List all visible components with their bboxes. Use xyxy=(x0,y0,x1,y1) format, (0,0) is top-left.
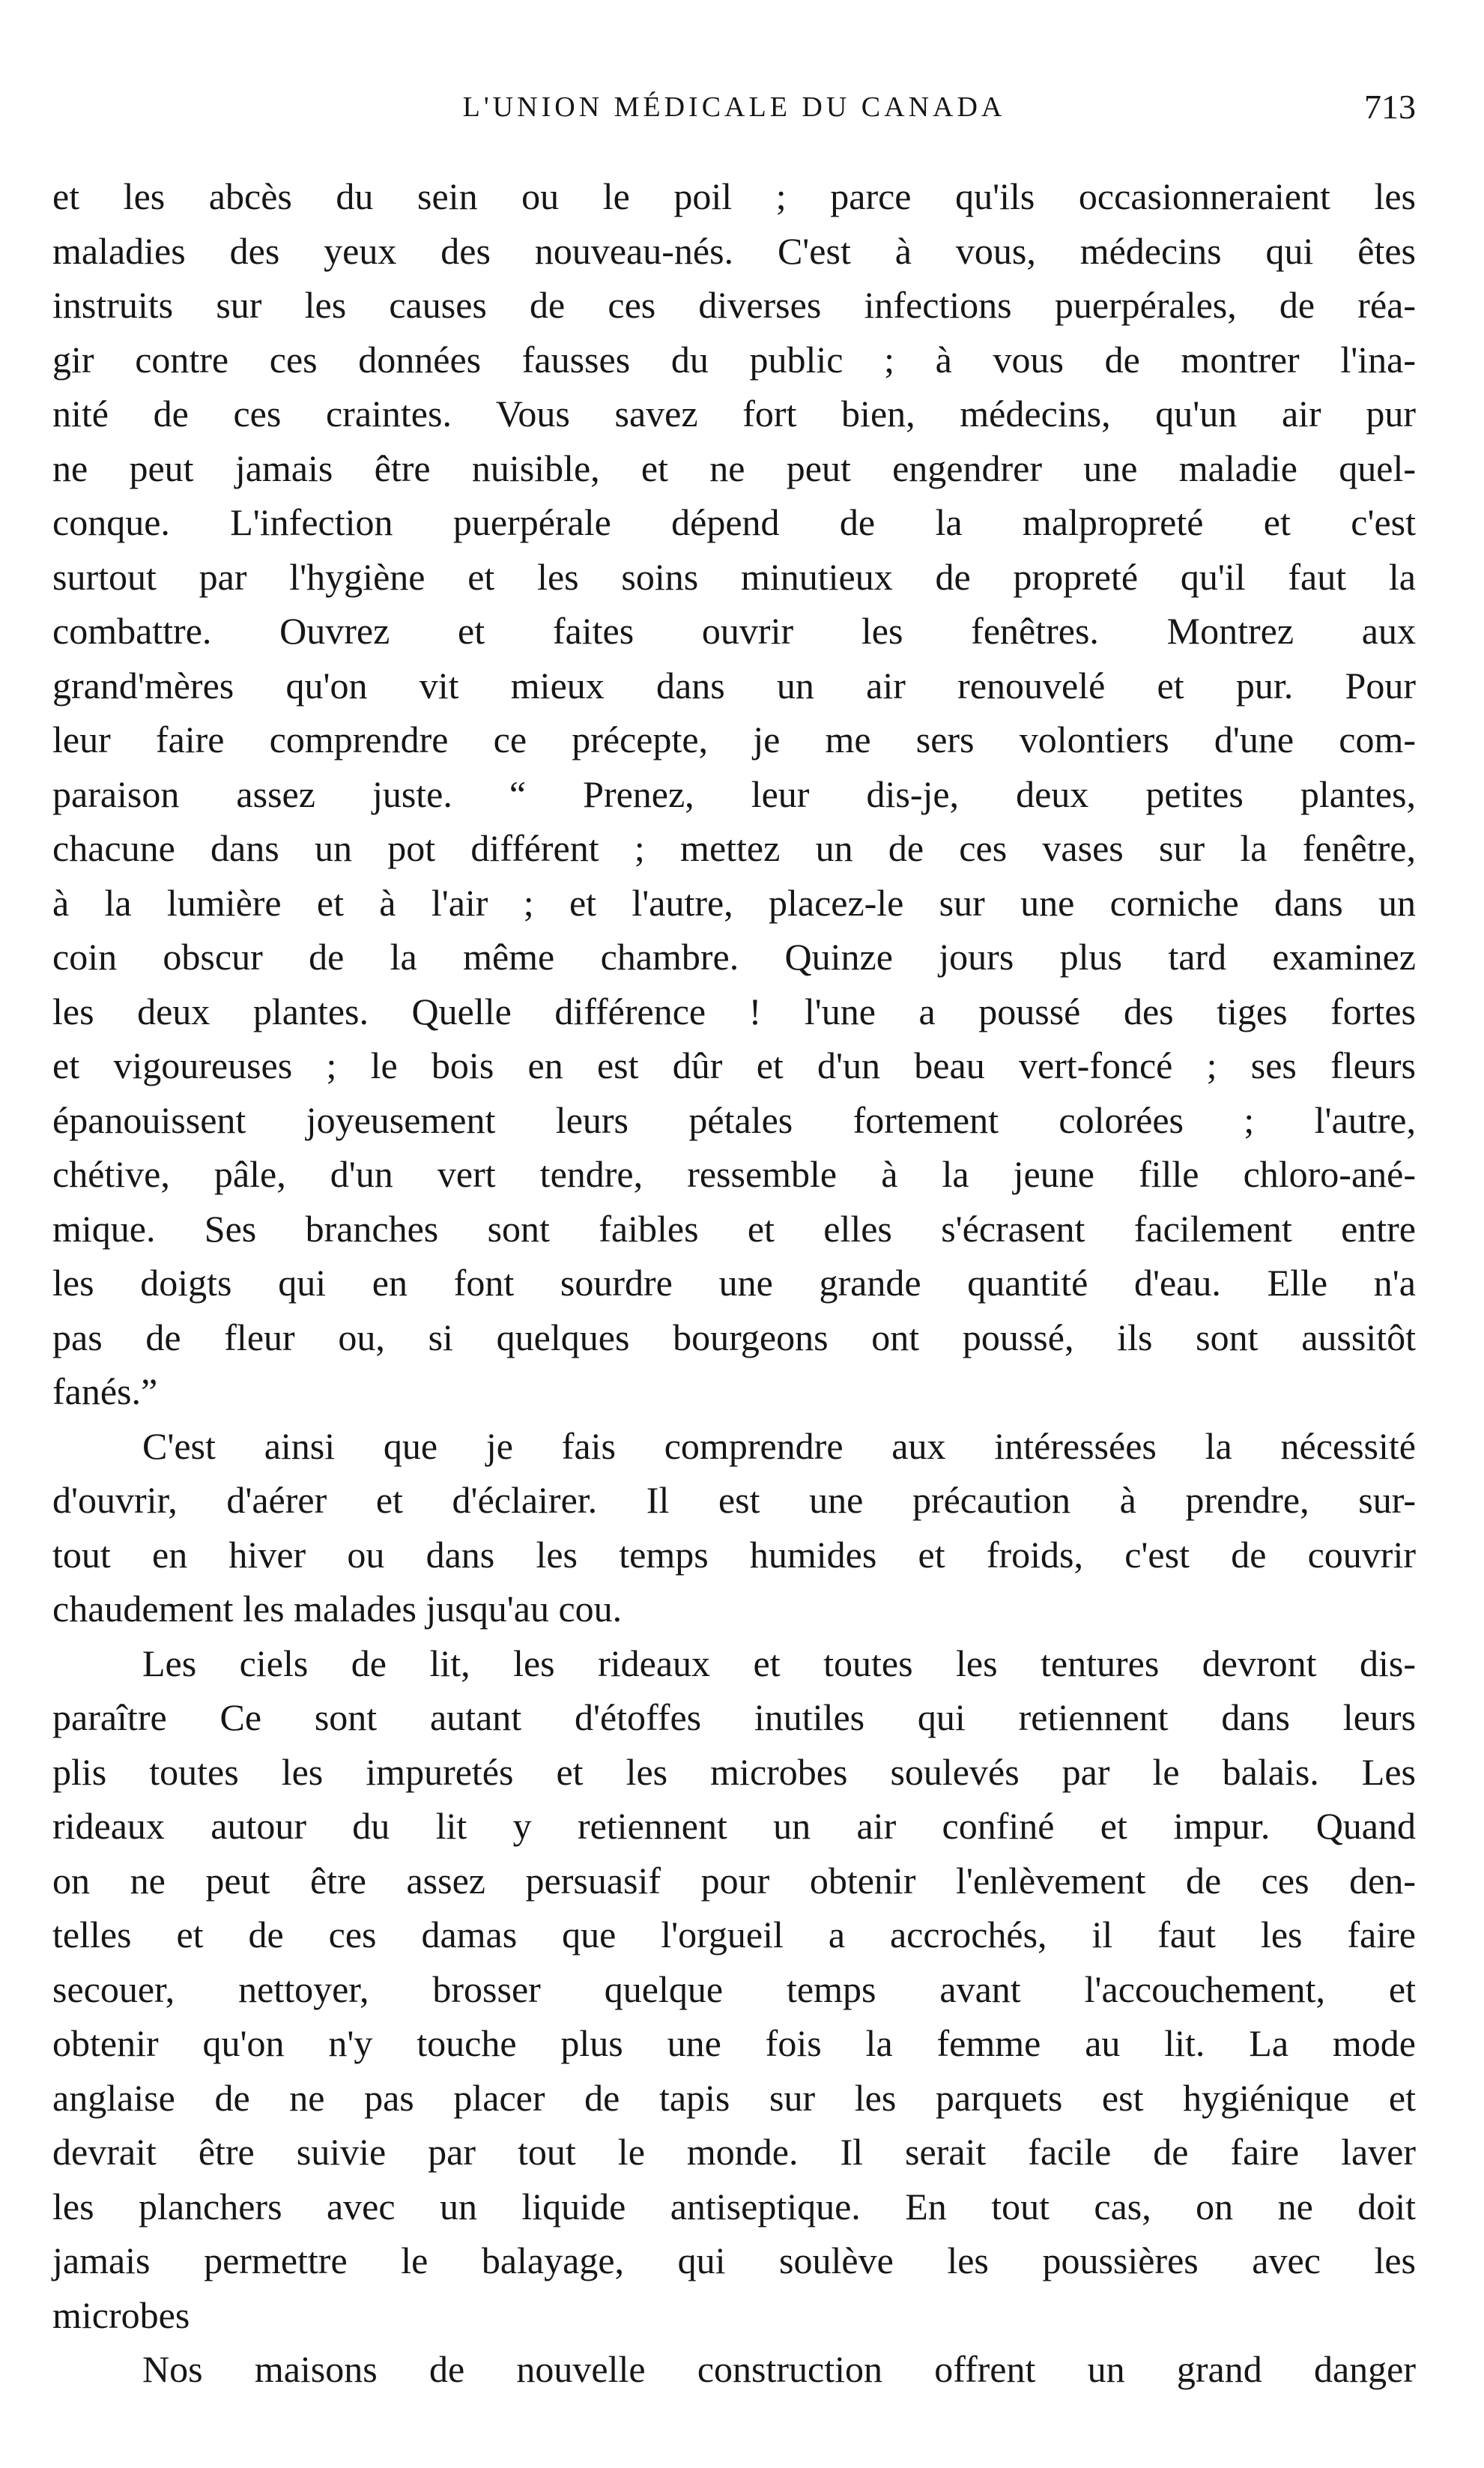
text-line: paraître Ce sont autant d'étoffes inutiles qui retiennent dans leurs xyxy=(52,1696,1416,1738)
text-line: épanouissent joyeusement leurs pétales fortement colorées ; l'autre, xyxy=(52,1098,1416,1141)
text-line: tout en hiver ou dans les temps humides et froids, c'est de couvrir xyxy=(52,1533,1416,1576)
text-line: conque. L'infection puerpérale dépend de la malpropreté et c'est xyxy=(52,501,1416,543)
text-line: grand'mères qu'on vit mieux dans un air renouvelé et pur. Pour xyxy=(52,664,1416,707)
text-line: plis toutes les impuretés et les microbes soulevés par le balais. Les xyxy=(52,1750,1416,1793)
text-line: à la lumière et à l'air ; et l'autre, placez-le sur une corniche dans un xyxy=(52,881,1416,924)
text-line: coin obscur de la même chambre. Quinze jours plus tard examinez xyxy=(52,936,1416,978)
text-line: obtenir qu'on n'y touche plus une fois la femme au lit. La mode xyxy=(52,2022,1416,2064)
text-line: gir contre ces données fausses du public ; à vous de montrer l'ina- xyxy=(52,338,1416,381)
text-line: les doigts qui en font sourdre une grande quantité d'eau. Elle n'a xyxy=(52,1262,1416,1304)
text-line: chaudement les malades jusqu'au cou. xyxy=(52,1588,623,1630)
paragraph xyxy=(52,1636,1416,2343)
text-line: fanés.” xyxy=(52,1370,158,1412)
text-line: pas de fleur ou, si quelques bourgeons ont poussé, ils sont aussitôt xyxy=(52,1316,1416,1358)
text-line: les planchers avec un liquide antiseptique. En tout cas, on ne doit xyxy=(52,2185,1416,2227)
text-line: chétive, pâle, d'un vert tendre, ressemble à la jeune fille chloro-ané- xyxy=(52,1153,1416,1195)
text-line: on ne peut être assez persuasif pour obtenir l'enlèvement de ces den- xyxy=(52,1859,1416,1902)
text-line: instruits sur les causes de ces diverses infections puerpérales, de réa- xyxy=(52,284,1416,326)
text-line: Nos maisons de nouvelle construction offrent un grand danger xyxy=(142,2348,1416,2390)
text-line: et vigoureuses ; le bois en est dûr et d'un beau vert-foncé ; ses fleurs xyxy=(52,1044,1416,1086)
text-line: secouer, nettoyer, brosser quelque temps avant l'accouchement, et xyxy=(52,1968,1416,2010)
body-text xyxy=(52,169,1416,2397)
text-line: mique. Ses branches sont faibles et elles s'écrasent facilement entre xyxy=(52,1207,1416,1250)
text-line: telles et de ces damas que l'orgueil a accrochés, il faut les faire xyxy=(52,1914,1416,1956)
paragraph xyxy=(52,169,1416,1419)
page-number: 713 xyxy=(1364,88,1416,126)
text-line: chacune dans un pot différent ; mettez un de ces vases sur la fenêtre, xyxy=(52,827,1416,869)
text-line: combattre. Ouvrez et faites ouvrir les fenêtres. Montrez aux xyxy=(52,610,1416,652)
text-line: paraison assez juste. “ Prenez, leur dis-je, deux petites plantes, xyxy=(52,772,1416,815)
text-line: d'ouvrir, d'aérer et d'éclairer. Il est une précaution à prendre, sur- xyxy=(52,1479,1416,1521)
running-title: L'UNION MÉDICALE DU CANADA xyxy=(462,91,1006,123)
text-line: microbes xyxy=(52,2293,190,2336)
paragraph xyxy=(52,1419,1416,1636)
text-line: et les abcès du sein ou le poil ; parce qu'ils occasionneraient les xyxy=(52,175,1416,217)
paragraph xyxy=(52,2342,1416,2397)
text-line: leur faire comprendre ce précepte, je me sers volontiers d'une com- xyxy=(52,719,1416,760)
text-line: Les ciels de lit, les rideaux et toutes les tentures devront dis- xyxy=(142,1642,1416,1684)
text-line: ne peut jamais être nuisible, et ne peut engendrer une maladie quel- xyxy=(52,447,1416,489)
running-head xyxy=(52,81,1416,133)
text-line: les deux plantes. Quelle différence ! l'une a poussé des tiges fortes xyxy=(52,990,1416,1032)
text-line: devrait être suivie par tout le monde. Il serait facile de faire laver xyxy=(52,2131,1416,2173)
text-line: nité de ces craintes. Vous savez fort bien, médecins, qu'un air pur xyxy=(52,393,1416,435)
text-line: maladies des yeux des nouveau-nés. C'est à vous, médecins qui êtes xyxy=(52,229,1416,272)
text-line: rideaux autour du lit y retiennent un air confiné et impur. Quand xyxy=(52,1805,1416,1847)
text-line: C'est ainsi que je fais comprendre aux intéressées la nécessité xyxy=(142,1424,1416,1467)
text-line: surtout par l'hygiène et les soins minutieux de propreté qu'il faut la xyxy=(52,555,1416,598)
text-line: anglaise de ne pas placer de tapis sur les parquets est hygiénique et xyxy=(52,2076,1416,2119)
text-line: jamais permettre le balayage, qui soulève les poussières avec les xyxy=(52,2239,1416,2281)
